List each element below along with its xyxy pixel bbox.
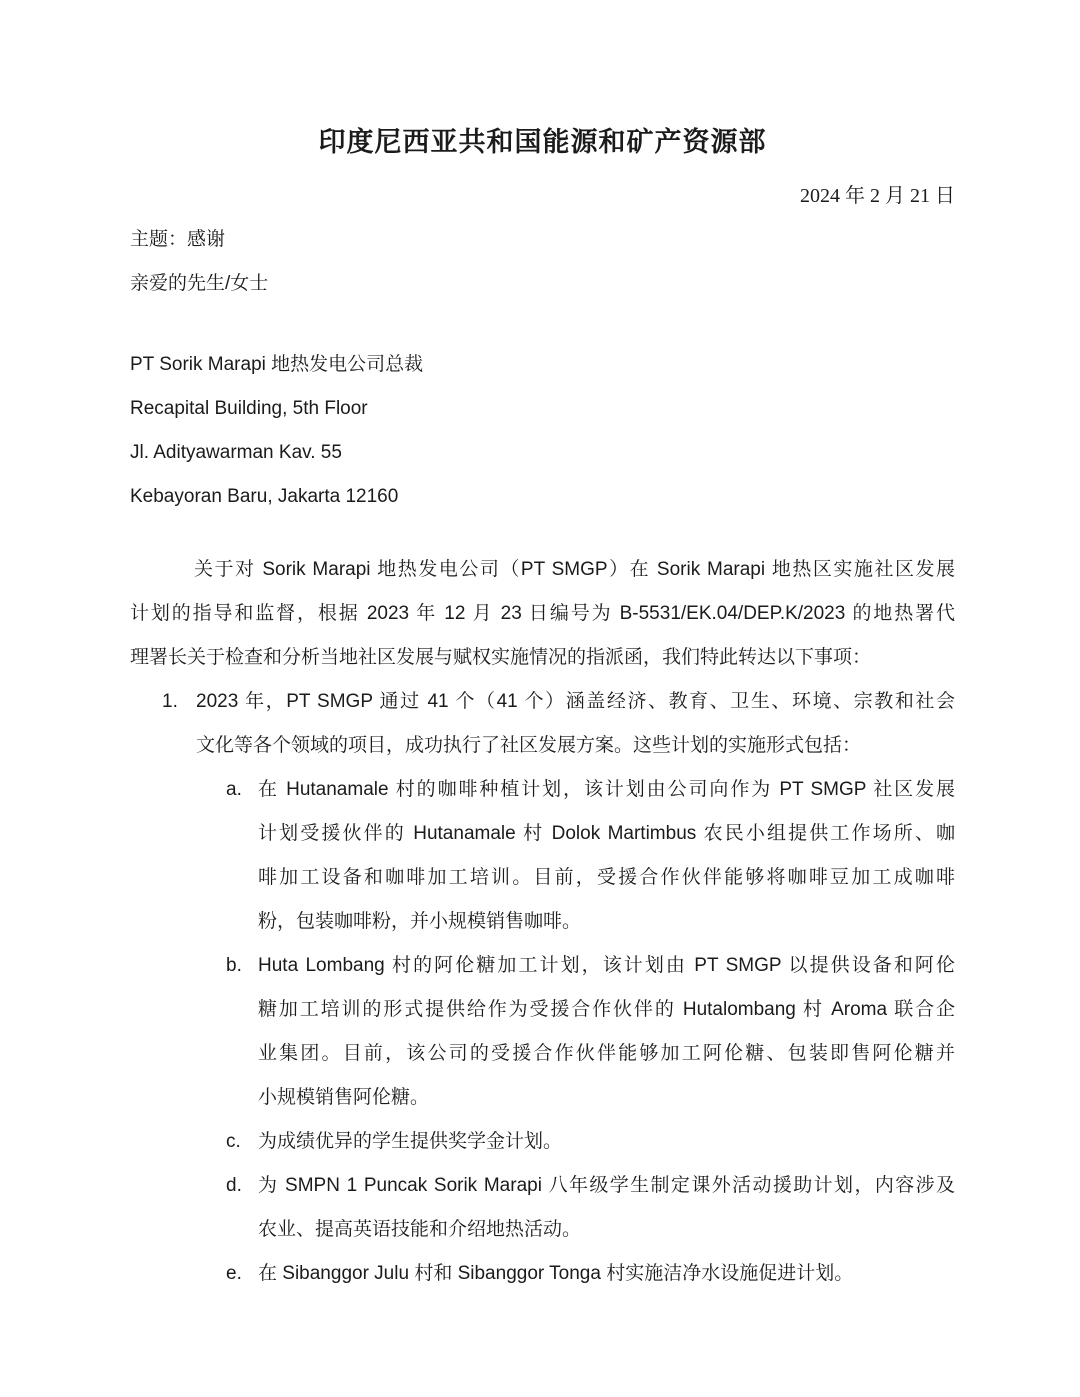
paragraph-line: 关于对 Sorik Marapi 地热发电公司（PT SMGP）在 Sorik Marapi 地热区实施社区发展 (194, 559, 955, 580)
paragraph-line: Huta Lombang 村的阿伦糖加工计划，该计划由 PT SMGP 以提供设备和阿伦 (258, 955, 955, 976)
paragraph-line: 啡加工设备和咖啡加工培训。目前，受援合作伙伴能够将咖啡豆加工成咖啡 (258, 867, 955, 888)
salutation: 亲爱的先生/女士 (130, 273, 269, 294)
paragraph-line: 为成绩优异的学生提供奖学金计划。 (258, 1131, 563, 1152)
paragraph-line: 业集团。目前，该公司的受援合作伙伴能够加工阿伦糖、包装即售阿伦糖并 (258, 1043, 955, 1064)
item-marker: d. (226, 1175, 242, 1196)
sub-item-b (130, 944, 955, 1120)
subject-line: 主题：感谢 (130, 229, 226, 250)
paragraph-line: 为 SMPN 1 Puncak Sorik Marapi 八年级学生制定课外活动援助计划，内容涉及 (258, 1175, 955, 1196)
paragraph-line: 计划受援伙伴的 Hutanamale 村 Dolok Martimbus 农民小组提供工作场所、咖 (258, 823, 955, 844)
recipient-address (130, 343, 955, 519)
paragraph-line: 文化等各个领域的项目，成功执行了社区发展方案。这些计划的实施形式包括： (196, 735, 862, 756)
item-marker: e. (226, 1263, 242, 1284)
item-marker: a. (226, 779, 242, 800)
paragraph-line: 在 Hutanamale 村的咖啡种植计划，该计划由公司向作为 PT SMGP 社区发展 (258, 779, 955, 800)
paragraph-line: 在 Sibanggor Julu 村和 Sibanggor Tonga 村实施洁净水设施促进计划。 (258, 1263, 854, 1284)
letter-date: 2024 年 2 月 21 日 (800, 185, 955, 207)
paragraph-line: 粉，包装咖啡粉，并小规模销售咖啡。 (258, 911, 582, 932)
numbered-item-1 (130, 680, 955, 768)
intro-paragraph (130, 548, 955, 680)
paragraph-line: 糖加工培训的形式提供给作为受援合作伙伴的 Hutalombang 村 Aroma 联合企 (258, 999, 955, 1020)
paragraph-line: 理署长关于检查和分析当地社区发展与赋权实施情况的指派函，我们特此转达以下事项： (130, 647, 872, 668)
sub-item-e (130, 1252, 955, 1296)
recipient-line: Kebayoran Baru, Jakarta 12160 (130, 486, 399, 507)
paragraph-line: 2023 年，PT SMGP 通过 41 个（41 个）涵盖经济、教育、卫生、环境、宗教和社会 (196, 691, 955, 712)
paragraph-line: 农业、提高英语技能和介绍地热活动。 (258, 1219, 582, 1240)
sub-item-d (130, 1164, 955, 1252)
paragraph-line: 小规模销售阿伦糖。 (258, 1087, 430, 1108)
item-marker: 1. (162, 691, 178, 712)
recipient-line: PT Sorik Marapi 地热发电公司总裁 (130, 354, 424, 375)
sub-item-c (130, 1120, 955, 1164)
item-marker: c. (226, 1131, 241, 1152)
page-title: 印度尼西亚共和国能源和矿产资源部 (318, 127, 767, 157)
sub-item-a (130, 768, 955, 944)
recipient-line: Jl. Adityawarman Kav. 55 (130, 442, 342, 463)
recipient-line: Recapital Building, 5th Floor (130, 398, 368, 419)
paragraph-line: 计划的指导和监督，根据 2023 年 12 月 23 日编号为 B-5531/EK.04/DEP.K/2023 的地热署代 (130, 603, 955, 624)
item-marker: b. (226, 955, 242, 976)
